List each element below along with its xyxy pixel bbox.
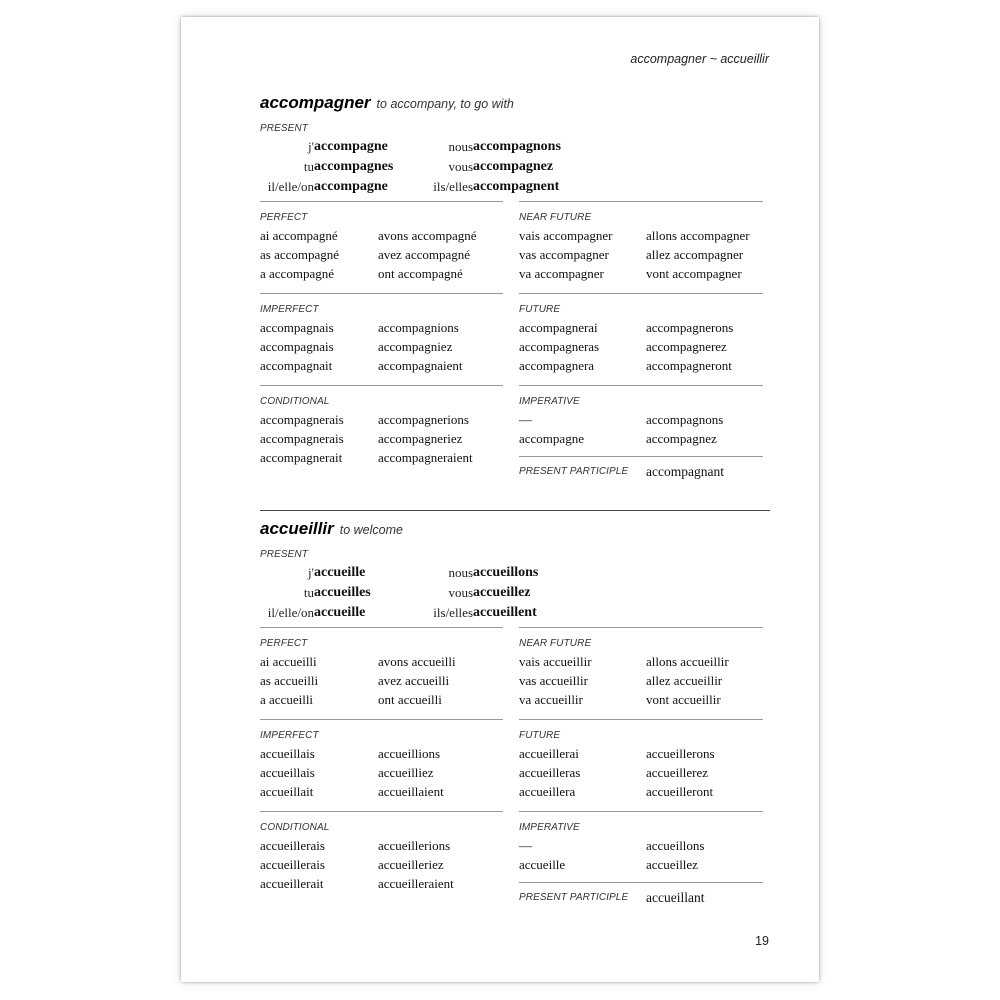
tense-row — [260, 318, 503, 337]
verb-form: accueille — [519, 857, 566, 872]
verb-form: allons accueillir — [646, 654, 729, 669]
verb-form: accueillions — [378, 746, 441, 761]
verb-form: accueillerons — [646, 746, 715, 761]
verb-gloss: to welcome — [339, 523, 403, 537]
present-label: PRESENT — [260, 123, 308, 134]
verb-form: accueilleront — [646, 784, 714, 799]
verb-form: vas accompagner — [519, 247, 609, 262]
tense-label: PERFECT — [260, 638, 308, 649]
tense-future — [519, 293, 763, 375]
tense-future — [519, 719, 763, 801]
verb-form: accueillera — [519, 784, 576, 799]
tense-row — [519, 429, 763, 448]
verb-form: va accueillir — [519, 692, 583, 707]
verb-entry-accompagner — [260, 93, 769, 489]
verb-form: accompagnait — [260, 358, 333, 373]
present-participle — [519, 456, 763, 482]
verb-form: accueillerais — [260, 838, 325, 853]
present-row — [260, 177, 600, 197]
tense-row — [519, 264, 763, 283]
verb-form: ont accueilli — [378, 692, 442, 707]
verb-form: accueillerai — [519, 746, 579, 761]
present-row — [260, 563, 600, 583]
present-row — [260, 137, 600, 157]
pronoun: tu — [303, 159, 314, 174]
verb-form: accompagneront — [646, 358, 732, 373]
verb-form: avons accompagné — [378, 228, 477, 243]
tense-label: NEAR FUTURE — [519, 212, 592, 223]
present-row — [260, 603, 600, 623]
tense-row — [519, 744, 763, 763]
tense-label: IMPERFECT — [260, 730, 319, 741]
verb-form: accueillez — [646, 857, 698, 872]
verb-form: accompagne — [519, 431, 584, 446]
tense-near-future — [519, 627, 763, 709]
tense-row — [519, 671, 763, 690]
verb-entry-accueillir — [260, 519, 769, 915]
verb-form: accompagnerais — [260, 431, 344, 446]
verb-form: accueillais — [260, 765, 315, 780]
tense-label: PERFECT — [260, 212, 308, 223]
verb-form: accompagnez — [473, 159, 554, 174]
verb-form: accompagneraient — [378, 450, 473, 465]
verb-form: as accueilli — [260, 673, 319, 688]
verb-form: accompagnerait — [260, 450, 343, 465]
tense-row — [260, 337, 503, 356]
verb-form: vais accompagner — [519, 228, 613, 243]
present-row — [260, 157, 600, 177]
verb-form: accompagneriez — [378, 431, 463, 446]
pronoun: j' — [308, 565, 314, 580]
tense-label: FUTURE — [519, 730, 561, 741]
tense-row — [519, 337, 763, 356]
tense-imperfect — [260, 719, 503, 801]
tense-row — [260, 782, 503, 801]
verb-title: accompagner — [260, 93, 371, 112]
verb-title: accueillir — [260, 519, 334, 538]
present-conjugation — [260, 137, 769, 201]
tense-row — [260, 690, 503, 709]
pronoun: tu — [303, 585, 314, 600]
tense-row — [260, 652, 503, 671]
tense-row — [519, 690, 763, 709]
present-label: PRESENT — [260, 549, 308, 560]
verb-gloss: to accompany, to go with — [376, 97, 514, 111]
present-participle — [519, 882, 763, 908]
tense-row — [519, 652, 763, 671]
verb-form: accueillerez — [646, 765, 709, 780]
verb-form: accompagniez — [378, 339, 453, 354]
verb-form: accompagne — [314, 139, 388, 154]
tense-row — [260, 226, 503, 245]
pronoun: nous — [448, 139, 473, 154]
pronoun: il/elle/on — [267, 179, 314, 194]
verb-form: accueillons — [473, 565, 539, 580]
verb-form: accueilles — [314, 585, 371, 600]
verb-form: vais accueillir — [519, 654, 592, 669]
section-divider — [260, 510, 770, 511]
verb-form: accompagnaient — [378, 358, 463, 373]
pronoun: nous — [448, 565, 473, 580]
verb-form: accueille — [314, 605, 366, 620]
tense-label: NEAR FUTURE — [519, 638, 592, 649]
tense-row — [519, 410, 763, 429]
verb-form: accompagne — [314, 179, 388, 194]
verb-form: accompagnerais — [260, 412, 344, 427]
present-row — [260, 583, 600, 603]
tense-imperative — [519, 385, 763, 448]
tense-perfect — [260, 627, 503, 709]
verb-form: as accompagné — [260, 247, 340, 262]
tense-row — [519, 782, 763, 801]
verb-form: accompagnant — [646, 464, 724, 479]
verb-form: accueillais — [260, 746, 315, 761]
tense-row — [519, 226, 763, 245]
verb-form: accueillerais — [260, 857, 325, 872]
tense-imperfect — [260, 293, 503, 375]
verb-form: accompagnent — [473, 179, 560, 194]
tense-row — [519, 836, 763, 855]
tense-label: CONDITIONAL — [260, 822, 330, 833]
tense-row — [260, 744, 503, 763]
tense-row — [519, 855, 763, 874]
verb-form: accompagnez — [646, 431, 717, 446]
tense-label: IMPERATIVE — [519, 396, 580, 407]
tense-row — [260, 836, 503, 855]
present-participle-row — [519, 462, 763, 482]
verb-form: accueilliez — [378, 765, 434, 780]
tense-row — [260, 855, 503, 874]
verb-form: accompagnions — [378, 320, 459, 335]
page-number: 19 — [755, 934, 769, 948]
verb-form: accueille — [314, 565, 366, 580]
tense-row — [260, 410, 503, 429]
verb-form: accueillerions — [378, 838, 451, 853]
tense-perfect — [260, 201, 503, 283]
verb-form: ai accompagné — [260, 228, 338, 243]
present-conjugation — [260, 563, 769, 627]
verb-form: a accompagné — [260, 266, 334, 281]
tense-row — [260, 874, 503, 893]
verb-form: accompagnais — [260, 320, 334, 335]
tense-row — [519, 318, 763, 337]
verb-heading — [260, 93, 769, 121]
tense-conditional — [260, 385, 503, 467]
verb-form: accueilleras — [519, 765, 581, 780]
pronoun: il/elle/on — [267, 605, 314, 620]
tense-row — [519, 763, 763, 782]
verb-form: accompagnerons — [646, 320, 734, 335]
tense-row — [519, 245, 763, 264]
verb-form: allons accompagner — [646, 228, 750, 243]
verb-form: accueilleraient — [378, 876, 454, 891]
verb-form: accompagnons — [473, 139, 561, 154]
verb-form: accompagnais — [260, 339, 334, 354]
verb-form: accompagnes — [314, 159, 394, 174]
verb-form: allez accueillir — [646, 673, 723, 688]
tense-row — [260, 245, 503, 264]
verb-form: accueillez — [473, 585, 531, 600]
verb-form: accompagnons — [646, 412, 724, 427]
verb-form: vont accompagner — [646, 266, 742, 281]
verb-form: ont accompagné — [378, 266, 463, 281]
tense-row — [260, 356, 503, 375]
present-participle-row — [519, 888, 763, 908]
tense-label: PRESENT PARTICIPLE — [519, 892, 629, 903]
tense-label: CONDITIONAL — [260, 396, 330, 407]
pronoun: ils/elles — [433, 605, 473, 620]
verb-form: vas accueillir — [519, 673, 588, 688]
tense-row — [260, 763, 503, 782]
verb-form: allez accompagner — [646, 247, 744, 262]
pronoun: j' — [308, 139, 314, 154]
pronoun: vous — [448, 159, 473, 174]
tense-imperative — [519, 811, 763, 874]
verb-form: avez accompagné — [378, 247, 471, 262]
verb-form: accompagneras — [519, 339, 600, 354]
verb-form: accueillaient — [378, 784, 444, 799]
pronoun: vous — [448, 585, 473, 600]
verb-form: ai accueilli — [260, 654, 317, 669]
verb-form: accueillons — [646, 838, 705, 853]
verb-form: accompagnera — [519, 358, 595, 373]
tense-label: FUTURE — [519, 304, 561, 315]
tense-row — [260, 429, 503, 448]
verb-form: accompagnerions — [378, 412, 469, 427]
verb-form: — — [519, 412, 532, 427]
verb-form: vont accueillir — [646, 692, 721, 707]
verb-form: accueilleriez — [378, 857, 444, 872]
tense-row — [519, 356, 763, 375]
tense-label: IMPERATIVE — [519, 822, 580, 833]
verb-form: accueillerait — [260, 876, 324, 891]
tense-near-future — [519, 201, 763, 283]
verb-form: accompagnerez — [646, 339, 727, 354]
verb-form: accueillent — [473, 605, 537, 620]
pronoun: ils/elles — [433, 179, 473, 194]
verb-heading — [260, 519, 769, 547]
verb-form: accompagnerai — [519, 320, 598, 335]
tense-conditional — [260, 811, 503, 893]
verb-form: a accueilli — [260, 692, 314, 707]
tense-label: PRESENT PARTICIPLE — [519, 466, 629, 477]
book-page — [181, 17, 819, 982]
tense-row — [260, 448, 503, 467]
verb-form: avez accueilli — [378, 673, 450, 688]
verb-form: accueillait — [260, 784, 314, 799]
tense-grid — [260, 201, 769, 489]
verb-form: avons accueilli — [378, 654, 456, 669]
verb-form: accueillant — [646, 890, 705, 905]
verb-form: — — [519, 838, 532, 853]
tense-grid — [260, 627, 769, 915]
verb-form: va accompagner — [519, 266, 604, 281]
tense-label: IMPERFECT — [260, 304, 319, 315]
running-head: accompagner ~ accueillir — [630, 52, 769, 66]
tense-row — [260, 264, 503, 283]
tense-row — [260, 671, 503, 690]
